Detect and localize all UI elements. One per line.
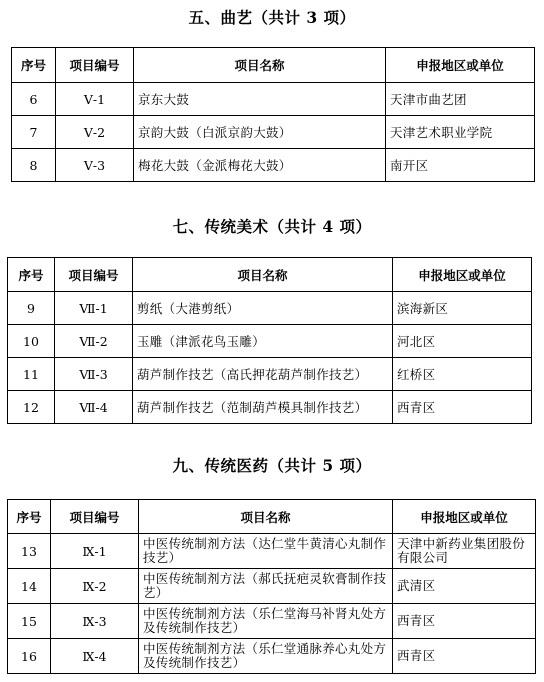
table-row [8,358,532,391]
cell-code: Ⅶ-4 [55,391,133,424]
table-row [12,83,535,116]
section-title-meishu: 七、传统美术（共计 4 项） [172,217,372,236]
cell-name: 中医传统制剂方法（达仁堂牛黄清心丸制作技艺） [139,534,393,569]
table-row [8,569,536,604]
table-row [8,325,532,358]
cell-name: 葫芦制作技艺（范制葫芦模具制作技艺） [133,391,393,424]
header-code: 项目编号 [51,500,139,534]
header-code: 项目编号 [56,48,134,83]
cell-no: 8 [12,149,56,182]
table-header-row [8,500,536,534]
section-title-yiyao: 九、传统医药（共计 5 项） [172,456,372,475]
cell-code: Ⅸ-4 [51,639,139,674]
table-row [8,604,536,639]
cell-code: Ⅸ-1 [51,534,139,569]
table-row [8,534,536,569]
cell-name: 梅花大鼓（金派梅花大鼓） [134,149,386,182]
header-region: 申报地区或单位 [393,500,536,534]
table-row [8,292,532,325]
cell-region: 天津中新药业集团股份有限公司 [393,534,536,569]
header-name: 项目名称 [134,48,386,83]
header-region: 申报地区或单位 [386,48,535,83]
cell-name: 剪纸（大港剪纸） [133,292,393,325]
table-meishu [7,257,532,424]
cell-no: 15 [8,604,51,639]
cell-name: 京东大鼓 [134,83,386,116]
cell-no: 6 [12,83,56,116]
section-title-quyi: 五、曲艺（共计 3 项） [188,8,356,27]
header-name: 项目名称 [139,500,393,534]
cell-no: 13 [8,534,51,569]
header-region: 申报地区或单位 [393,258,532,292]
cell-no: 12 [8,391,55,424]
cell-code: Ⅶ-1 [55,292,133,325]
cell-no: 9 [8,292,55,325]
cell-code: Ⅶ-2 [55,325,133,358]
cell-name: 玉雕（津派花鸟玉雕） [133,325,393,358]
cell-code: Ⅶ-3 [55,358,133,391]
cell-region: 滨海新区 [393,292,532,325]
cell-name: 中医传统制剂方法（郝氏抚疤灵软膏制作技艺） [139,569,393,604]
cell-no: 14 [8,569,51,604]
cell-name: 中医传统制剂方法（乐仁堂通脉养心丸处方及传统制作技艺） [139,639,393,674]
cell-code: Ⅴ-1 [56,83,134,116]
table-header-row [8,258,532,292]
header-code: 项目编号 [55,258,133,292]
header-no: 序号 [8,500,51,534]
cell-no: 7 [12,116,56,149]
cell-region: 河北区 [393,325,532,358]
cell-region: 武清区 [393,569,536,604]
header-no: 序号 [8,258,55,292]
cell-no: 11 [8,358,55,391]
cell-code: Ⅴ-3 [56,149,134,182]
table-header-row [12,48,535,83]
cell-region: 南开区 [386,149,535,182]
table-yiyao [7,499,536,674]
header-no: 序号 [12,48,56,83]
cell-no: 10 [8,325,55,358]
cell-region: 红桥区 [393,358,532,391]
cell-no: 16 [8,639,51,674]
table-row [12,116,535,149]
cell-region: 西青区 [393,604,536,639]
cell-region: 天津艺术职业学院 [386,116,535,149]
cell-name: 中医传统制剂方法（乐仁堂海马补肾丸处方及传统制作技艺） [139,604,393,639]
cell-region: 西青区 [393,639,536,674]
table-row [8,391,532,424]
cell-region: 西青区 [393,391,532,424]
cell-code: Ⅴ-2 [56,116,134,149]
cell-region: 天津市曲艺团 [386,83,535,116]
table-row [8,639,536,674]
cell-code: Ⅸ-2 [51,569,139,604]
cell-name: 京韵大鼓（白派京韵大鼓） [134,116,386,149]
cell-code: Ⅸ-3 [51,604,139,639]
header-name: 项目名称 [133,258,393,292]
table-quyi [11,47,535,182]
cell-name: 葫芦制作技艺（高氏押花葫芦制作技艺） [133,358,393,391]
table-row [12,149,535,182]
